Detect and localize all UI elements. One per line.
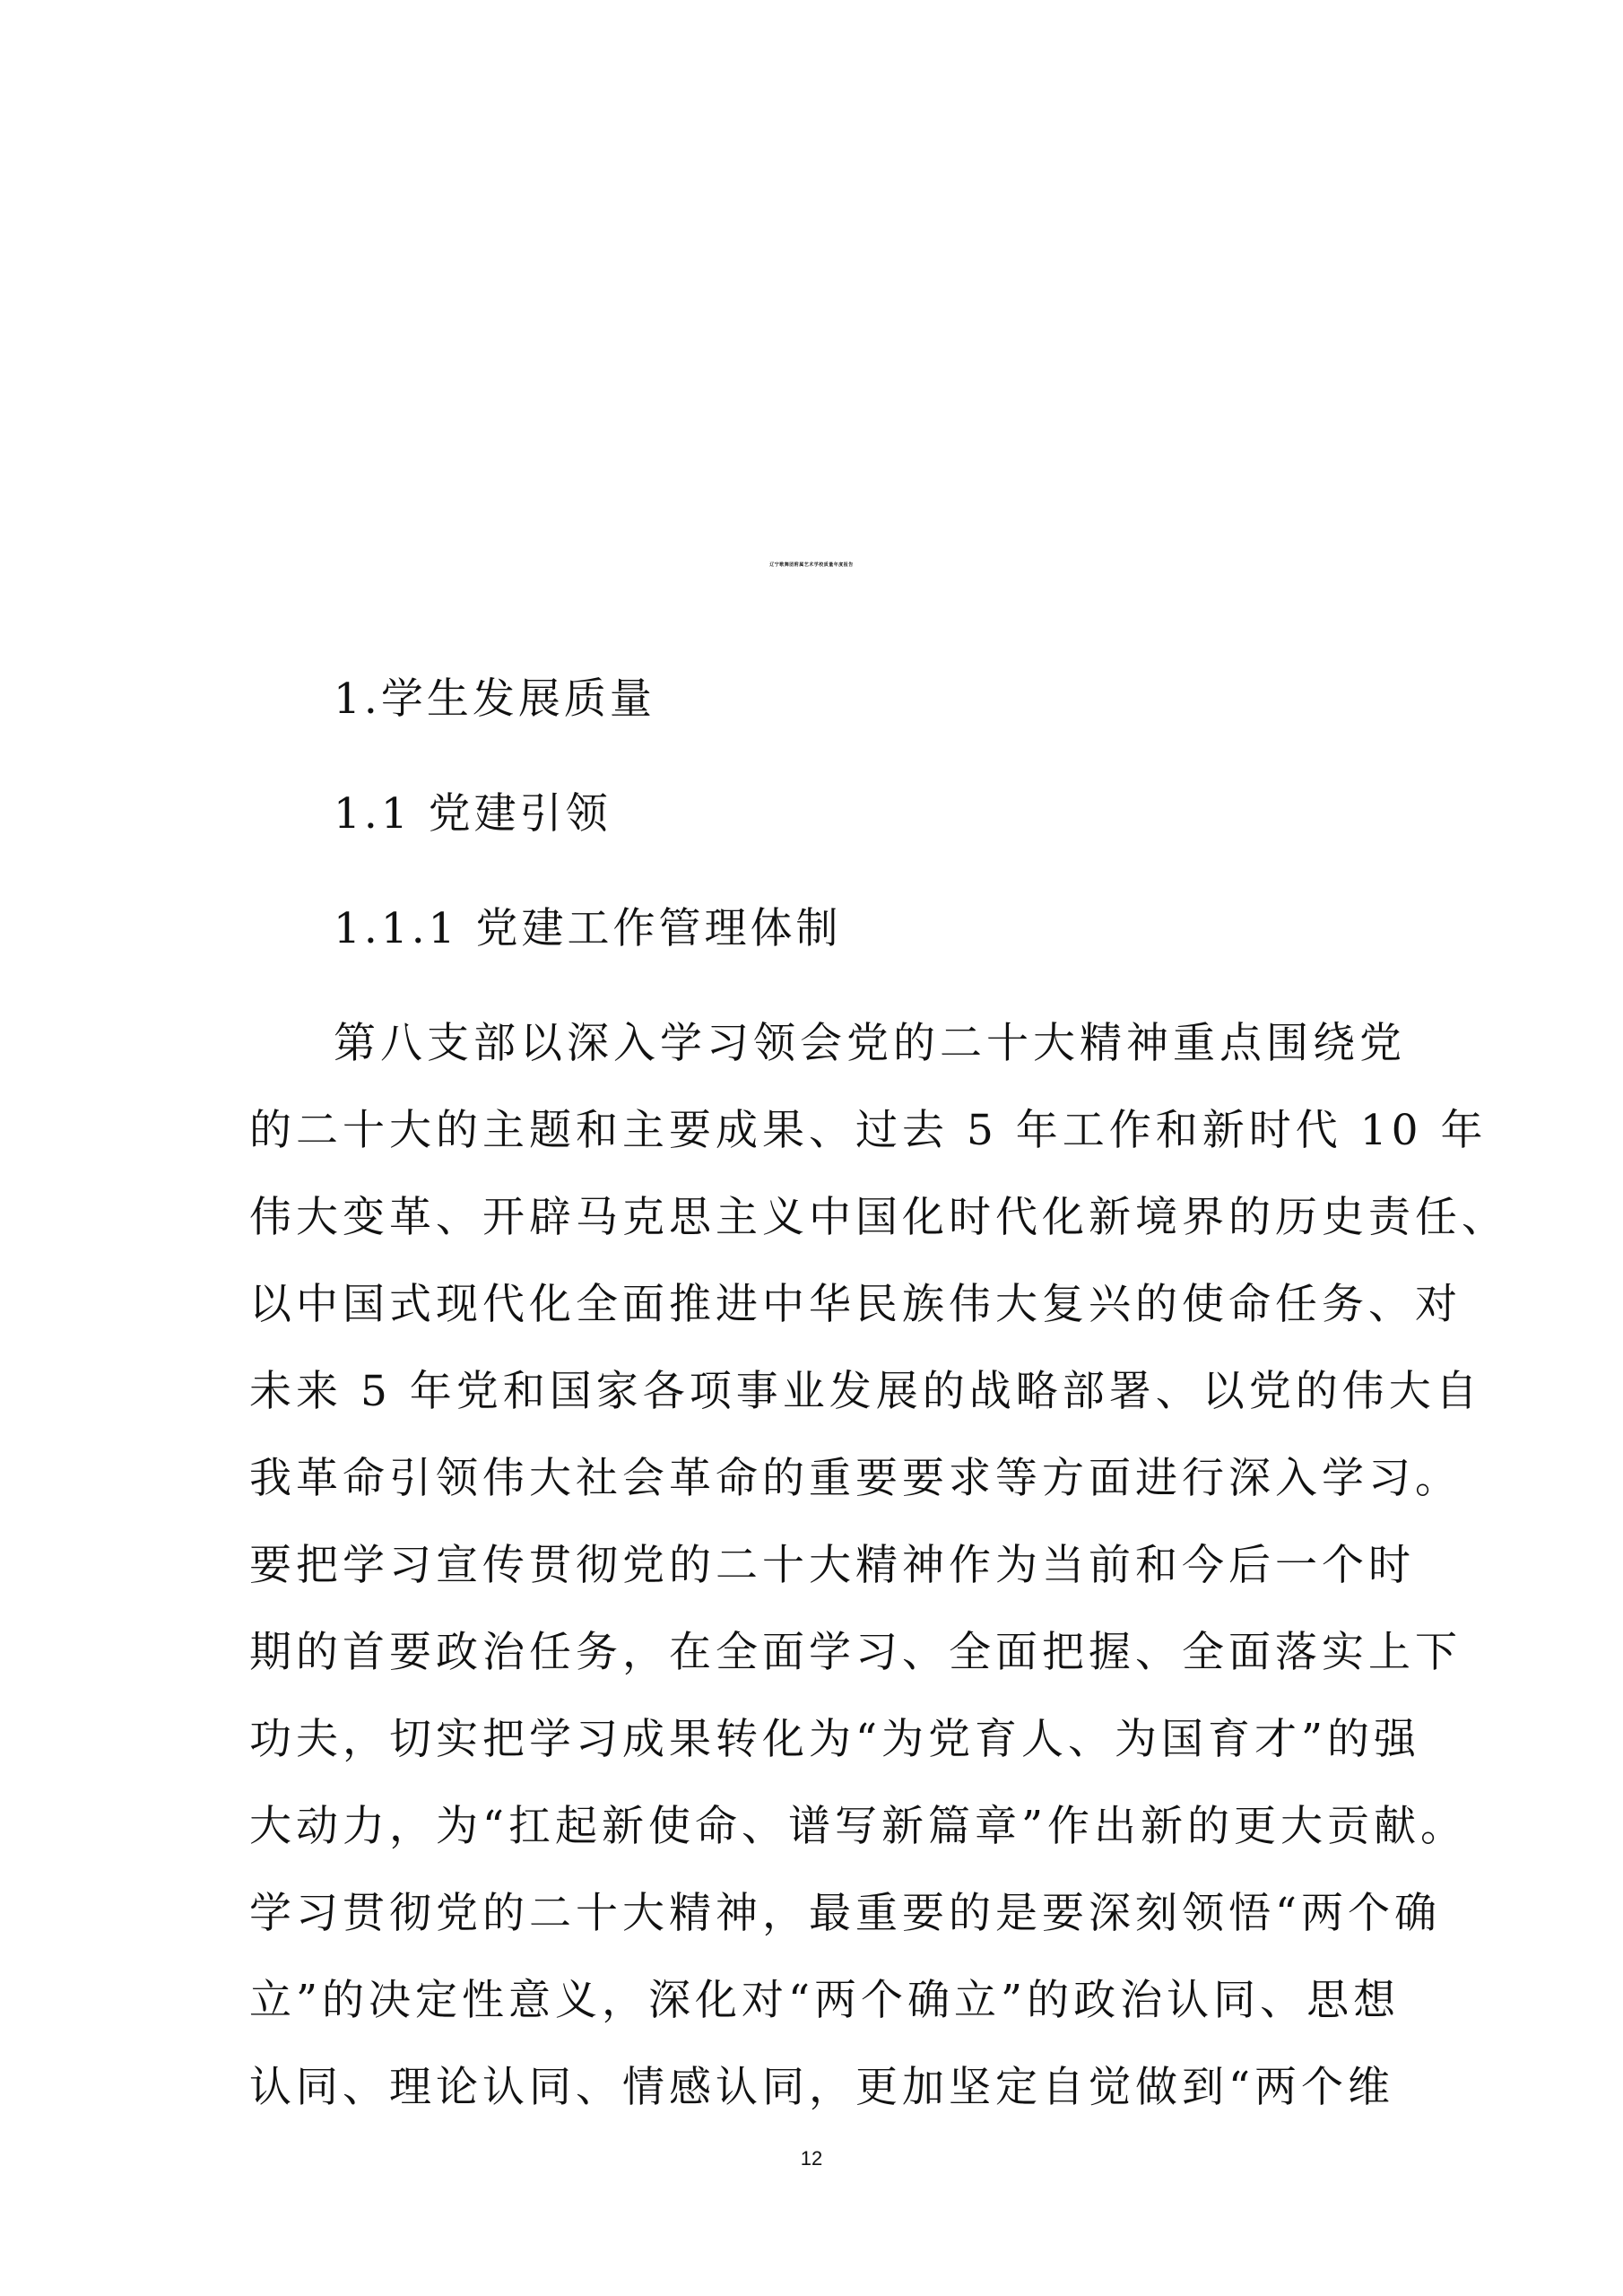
body-line-9: 功夫，切实把学习成果转化为“为党育人、为国育才”的强 [249,1715,1421,1764]
body-line-2: 的二十大的主题和主要成果、过去 5 年工作和新时代 10 年 [249,1106,1488,1155]
body-line-6: 我革命引领伟大社会革命的重要要求等方面进行深入学习。 [249,1454,1462,1503]
body-line-8: 期的首要政治任务，在全面学习、全面把握、全面落实上下 [249,1628,1462,1677]
body-line-10: 大动力，为“扛起新使命、谱写新篇章”作出新的更大贡献。 [249,1802,1468,1851]
body-line-11: 学习贯彻党的二十大精神，最重要的是要深刻领悟“两个确 [249,1889,1442,1938]
body-line-1: 第八支部以深入学习领会党的二十大精神重点围绕党 [334,1019,1406,1068]
section-heading-1: 1.学生发展质量 [334,674,655,724]
body-line-13: 认同、理论认同、情感认同，更加坚定自觉做到“两个维 [249,2063,1395,2112]
body-line-5: 未来 5 年党和国家各项事业发展的战略部署、以党的伟大自 [249,1367,1482,1416]
section-heading-1-1: 1.1 党建引领 [334,789,612,839]
body-line-4: 以中国式现代化全面推进中华民族伟大复兴的使命任务、对 [249,1280,1462,1329]
body-line-7: 要把学习宣传贯彻党的二十大精神作为当前和今后一个时 [249,1541,1415,1590]
body-line-3: 伟大变革、开辟马克思主义中国化时代化新境界的历史责任、 [249,1193,1508,1242]
page-number: 12 [800,2147,823,2170]
report-title: 辽宁歌舞团附属艺术学校质量年度报告 [769,562,854,568]
body-line-12: 立”的决定性意义，深化对“两个确立”的政治认同、思想 [249,1976,1401,2025]
section-heading-1-1-1: 1.1.1 党建工作管理体制 [334,904,842,953]
